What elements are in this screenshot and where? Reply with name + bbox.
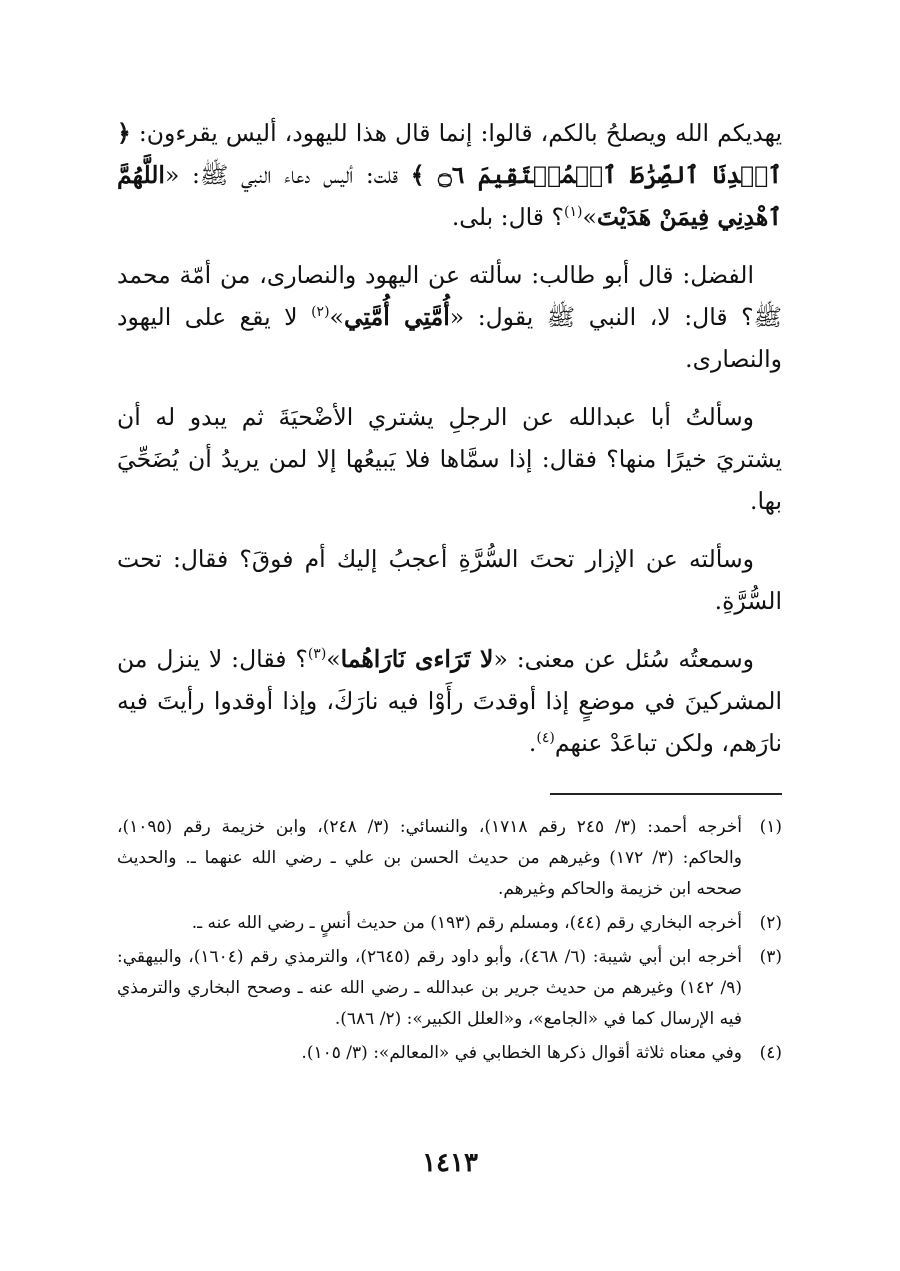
paragraph-text: يهديكم الله ويصلحُ بالكم، قالوا: إنما قال هذا لليهود، أليس يقرءون: xyxy=(130,119,782,147)
hadith-quote: لا تَرَاءى نَارَاهُما xyxy=(340,645,494,673)
paragraph-text: وسألتُ أبا عبدالله عن الرجلِ يشتري الأضْحيَةَ ثم يبدو له أن يشتريَ خيرًا منها؟ فقال: إذا سمَّاها فلا يَبيعُها إلا لمن يريدُ أن يُضَحِّيَ بها. xyxy=(117,403,782,515)
quran-verse: ﴿ ٱهۡدِنَا ٱلصِّرَٰطَ ٱلۡمُسۡتَقِيمَ ۝٦ ﴾ xyxy=(117,119,783,189)
quote-close: » xyxy=(326,645,341,673)
paragraph-1 xyxy=(117,112,782,238)
paragraph-text: وسمعتُه سُئل عن معنى: « xyxy=(493,645,754,673)
footnote-separator xyxy=(550,793,782,795)
footnote-text: أخرجه البخاري رقم (٤٤)، ومسلم رقم (١٩٣) من حديث أنسٍ ـ رضي الله عنه ـ. xyxy=(191,913,742,933)
paragraph-text: ؟ فقال: لا ينزل من المشركينَ في موضعٍ إذا أوقدتَ رأَوْا فيه نارَكَ، وإذا أوقدوا رأيتَ فيه نارَهم، ولكن تباعَدْ عنهم xyxy=(117,645,782,757)
paragraph-text: قلت: أليس دعاء النبي ﷺ: « xyxy=(164,161,411,189)
footnote-number: (١) xyxy=(759,817,782,837)
quote-close: » xyxy=(329,303,344,331)
page-number: ١٤١٣ xyxy=(422,1148,478,1178)
footnote-item xyxy=(117,942,782,1035)
footnote-text: أخرجه ابن أبي شيبة: (٦/ ٤٦٨)، وأبو داود رقم (٢٦٤٥)، والترمذي رقم (١٦٠٤)، والبيهقي: (٩/ ١٤٢) وغيرهم من حديث جرير بن عبدالله ـ رضي الله عنه ـ وصحح البخاري والترمذي فيه الإرسال كما في «الجامع»، و«العلل الكبير»: (٢/ ٦٨٦). xyxy=(117,947,742,1029)
paragraph-text: . xyxy=(528,729,537,757)
footnote-text: وفي معناه ثلاثة أقوال ذكرها الخطابي في «المعالم»: (٣/ ١٠٥). xyxy=(301,1043,742,1063)
hadith-quote: اللَّهُمَّ ٱهْدِنِي فِيمَنْ هَدَيْتَ xyxy=(117,161,782,231)
paragraph-text: لا يقع على اليهود والنصارى. xyxy=(117,303,782,373)
paragraph-5 xyxy=(117,638,782,764)
paragraph-3 xyxy=(117,396,782,522)
footnote-item xyxy=(117,1038,782,1069)
main-text xyxy=(117,112,782,780)
footnote-number: (٢) xyxy=(759,913,782,933)
footnote-ref: (٢) xyxy=(311,304,330,321)
paragraph-text: ؟ قال: بلى. xyxy=(451,203,564,231)
footnotes xyxy=(117,812,782,1072)
footnote-ref: (١) xyxy=(564,204,583,221)
footnote-text: أخرجه أحمد: (٣/ ٢٤٥ رقم ١٧١٨)، والنسائي: (٣/ ٢٤٨)، وابن خزيمة رقم (١٠٩٥)، والحاكم: (٣/ ١٧٢) وغيرهم من حديث الحسن بن علي ـ رضي الله عنهما ـ. والحديث صححه ابن خزيمة والحاكم وغيرهم. xyxy=(117,817,742,899)
footnote-ref: (٤) xyxy=(536,730,555,747)
hadith-quote: أُمَّتِي أُمَّتِي xyxy=(343,303,450,331)
footnote-number: (٣) xyxy=(759,947,782,967)
paragraph-4 xyxy=(117,538,782,622)
paragraph-text: الفضل: قال أبو طالب: سألته عن اليهود والنصارى، من أمّة محمد ﷺ؟ قال: لا، النبي ﷺ يقول: « xyxy=(117,261,782,331)
footnote-item xyxy=(117,908,782,939)
footnote-item xyxy=(117,812,782,905)
quote-close: » xyxy=(582,203,597,231)
paragraph-text: وسألته عن الإزار تحتَ السُّرَّةِ أعجبُ إليك أم فوقَ؟ فقال: تحت السُّرَّةِ. xyxy=(117,545,782,615)
footnote-ref: (٣) xyxy=(307,646,327,663)
paragraph-2 xyxy=(117,254,782,380)
footnote-number: (٤) xyxy=(759,1043,782,1063)
